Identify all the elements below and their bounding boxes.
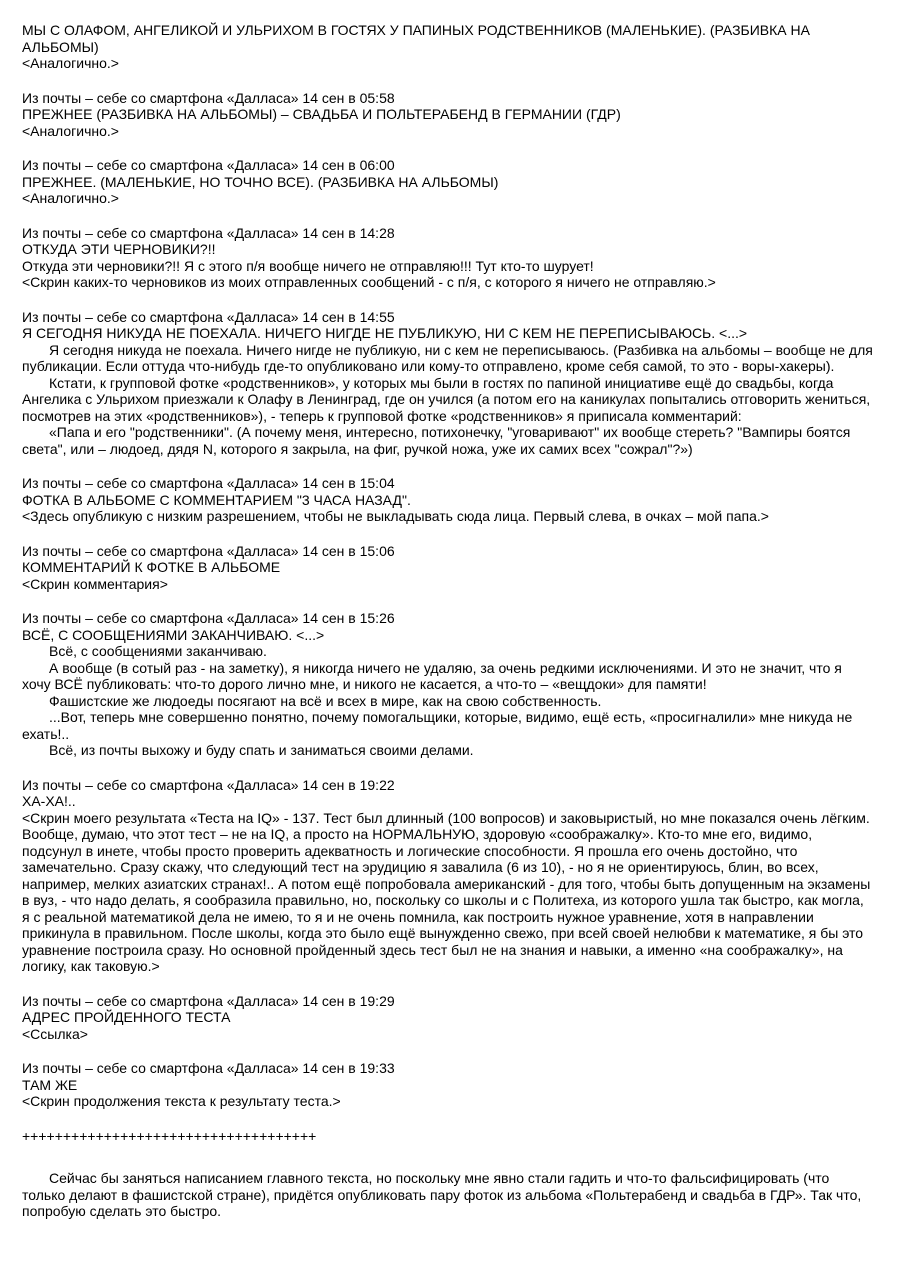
message-title: КОММЕНТАРИЙ К ФОТКЕ В АЛЬБОМЕ: [22, 559, 281, 575]
message-header: Из почты – себе со смартфона «Далласа» 14 сен в 15:04: [22, 475, 395, 491]
message-title: МЫ С ОЛАФОМ, АНГЕЛИКОЙ И УЛЬРИХОМ В ГОСТЯХ У ПАПИНЫХ РОДСТВЕННИКОВ (МАЛЕНЬКИЕ). (РАЗБИВКА НА АЛЬБОМЫ): [22, 22, 810, 55]
message-header: Из почты – себе со смартфона «Далласа» 14 сен в 05:58: [22, 89, 395, 106]
message-entry: [22, 777, 874, 975]
message-header: Из почты – себе со смартфона «Далласа» 14 сен в 19:29: [22, 992, 395, 1009]
message-header: Из почты – себе со смартфона «Далласа» 14 сен в 19:33: [22, 1060, 395, 1076]
separator-line: ++++++++++++++++++++++++++++++++++++: [22, 1127, 317, 1144]
message-entry: [22, 157, 874, 207]
message-body-paragraph: <Скрин продолжения текста к результату теста.>: [22, 1093, 341, 1109]
message-body-paragraph: А вообще (в сотый раз - на заметку), я никогда ничего не удаляю, за очень редкими исключениями. И это не значит, что я хочу ВСЁ публиковать: что-то дорого лично мне, и никого не касается, а что-то – «вещдоки» для памяти!: [22, 659, 842, 692]
message-entry: [22, 309, 874, 458]
message-title: ПРЕЖНЕЕ. (МАЛЕНЬКИЕ, НО ТОЧНО ВСЕ). (РАЗБИВКА НА АЛЬБОМЫ): [22, 173, 499, 190]
message-entry: [22, 22, 874, 72]
message-entry: [22, 610, 874, 759]
message-title: ВСЁ, С СООБЩЕНИЯМИ ЗАКАНЧИВАЮ. <...>: [22, 626, 325, 643]
message-title: Я СЕГОДНЯ НИКУДА НЕ ПОЕХАЛА. НИЧЕГО НИГДЕ НЕ ПУБЛИКУЮ, НИ С КЕМ НЕ ПЕРЕПИСЫВАЮСЬ. <...>: [22, 325, 748, 341]
message-body-paragraph: Откуда эти черновики?!! Я с этого п/я вообще ничего не отправляю!!! Тут кто-то шурует!: [22, 257, 594, 274]
message-header: Из почты – себе со смартфона «Далласа» 14 сен в 06:00: [22, 157, 395, 173]
message-body-paragraph: <Аналогично.>: [22, 55, 119, 71]
message-entry: [22, 225, 874, 291]
message-body-paragraph: <Скрин комментария>: [22, 575, 168, 592]
message-title: ТАМ ЖЕ: [22, 1076, 78, 1093]
message-body-paragraph: <Аналогично.>: [22, 122, 119, 139]
message-body-paragraph: ...Вот, теперь мне совершенно понятно, почему помогальщики, которые, видимо, ещё есть, «просигналили» мне никуда не ехать!..: [22, 709, 853, 742]
message-body-paragraph: <Ссылка>: [22, 1025, 88, 1042]
message-list: [22, 22, 874, 1110]
message-body-paragraph: Фашистские же людоеды посягают на всё и всех в мире, как на свою собственность.: [49, 692, 602, 709]
message-body-paragraph: <Здесь опубликую с низким разрешением, чтобы не выкладывать сюда лица. Первый слева, в очках – мой папа.>: [22, 508, 769, 524]
message-body-paragraph: Всё, из почты выхожу и буду спать и заниматься своими делами.: [49, 742, 474, 758]
message-entry: [22, 993, 874, 1043]
message-title: ОТКУДА ЭТИ ЧЕРНОВИКИ?!!: [22, 241, 216, 257]
message-header: Из почты – себе со смартфона «Далласа» 14 сен в 19:22: [22, 776, 395, 793]
message-header: Из почты – себе со смартфона «Далласа» 14 сен в 14:55: [22, 308, 395, 325]
message-body-paragraph: Я сегодня никуда не поехала. Ничего нигде не публикую, ни с кем не переписываюсь. (Разбивка на альбомы – вообще не для публикации. Если оттуда что-нибудь где-то опубликовано или кому-то отправлено, кроме себя самой, то это - воры-хакеры).: [22, 341, 873, 374]
message-header: Из почты – себе со смартфона «Далласа» 14 сен в 15:26: [22, 610, 395, 626]
message-title: ФОТКА В АЛЬБОМЕ С КОММЕНТАРИЕМ "3 ЧАСА НАЗАД".: [22, 491, 411, 508]
message-title: ХА-ХА!..: [22, 793, 76, 809]
message-title: ПРЕЖНЕЕ (РАЗБИВКА НА АЛЬБОМЫ) – СВАДЬБА И ПОЛЬТЕРАБЕНД В ГЕРМАНИИ (ГДР): [22, 106, 621, 122]
message-title: АДРЕС ПРОЙДЕННОГО ТЕСТА: [22, 1009, 231, 1025]
message-body-paragraph: Кстати, к групповой фотке «родственников», у которых мы были в гостях по папиной инициативе ещё до свадьбы, когда Ангелика с Ульрихом приезжали к Олафу в Ленинград, где он учился (а потом его на каникулах попытались отговорить жениться, посмотрев на этих «родственников»), - теперь к групповой фотке «родственников» я приписала комментарий:: [22, 374, 871, 424]
message-entry: [22, 475, 874, 525]
message-entry: [22, 543, 874, 593]
message-body-paragraph: <Скрин моего результата «Теста на IQ» - 137. Тест был длинный (100 вопросов) и заковыристый, но мне показался очень лёгким. Вообще, думаю, что этот тест – не на IQ, а просто на НОРМАЛЬНУЮ, здоровую «соображалку». Кто-то мне его, видимо, подсунул в инете, чтобы просто проверить адекватность и логические способности. Я прошла его очень достойно, что замечательно. Сразу скажу, что следующий тест на эрудицию я завалила (6 из 10), - но я не ориентируюсь, блин, во всех, например, мелких азиатских странах!.. А потом ещё попробовала американский - для того, чтобы быть допущенным на экзамены в вуз, - что надо делать, я сообразила правильно, но, поскольку со школы и с Политеха, из которого ушла так быстро, как могла, я с реальной математикой дела не имею, то я и не очень помнила, как построить нужное уравнение, хотя в направлении прикинула в правильном. После школы, когда это было ещё вынужденно свежо, при всей своей нелюбви к математике, я бы это уравнение построила сразу. Но основной пройденный здесь тест был не на знания и навыки, а именно «на соображалку», на логику, как таковую.>: [22, 809, 871, 974]
message-header: Из почты – себе со смартфона «Далласа» 14 сен в 14:28: [22, 224, 395, 241]
message-entry: [22, 1060, 874, 1110]
message-header: Из почты – себе со смартфона «Далласа» 14 сен в 15:06: [22, 542, 395, 559]
message-entry: [22, 90, 874, 140]
message-body-paragraph: <Скрин каких-то черновиков из моих отправленных сообщений - с п/я, с которого я ничего не отправляю.>: [22, 274, 716, 290]
message-body-paragraph: Всё, с сообщениями заканчиваю.: [49, 643, 267, 659]
closing-paragraph: Сейчас бы заняться написанием главного текста, но поскольку мне явно стали гадить и что-то фальсифицировать (что только делают в фашистской стране), придётся опубликовать пару фоток из альбома «Польтерабенд и свадьба в ГДР». Так что, попробую сделать это быстро.: [22, 1170, 862, 1219]
document: [22, 22, 874, 1220]
message-body-paragraph: <Аналогично.>: [22, 190, 119, 206]
message-body-paragraph: «Папа и его "родственники". (А почему меня, интересно, потихонечку, "уговаривают" их вообще стереть? "Вампиры боятся света", или – людоед, дядя N, которого я закрыла, на фиг, ручкой ножа, уже их самих всех "сожрал"?»): [22, 424, 851, 457]
